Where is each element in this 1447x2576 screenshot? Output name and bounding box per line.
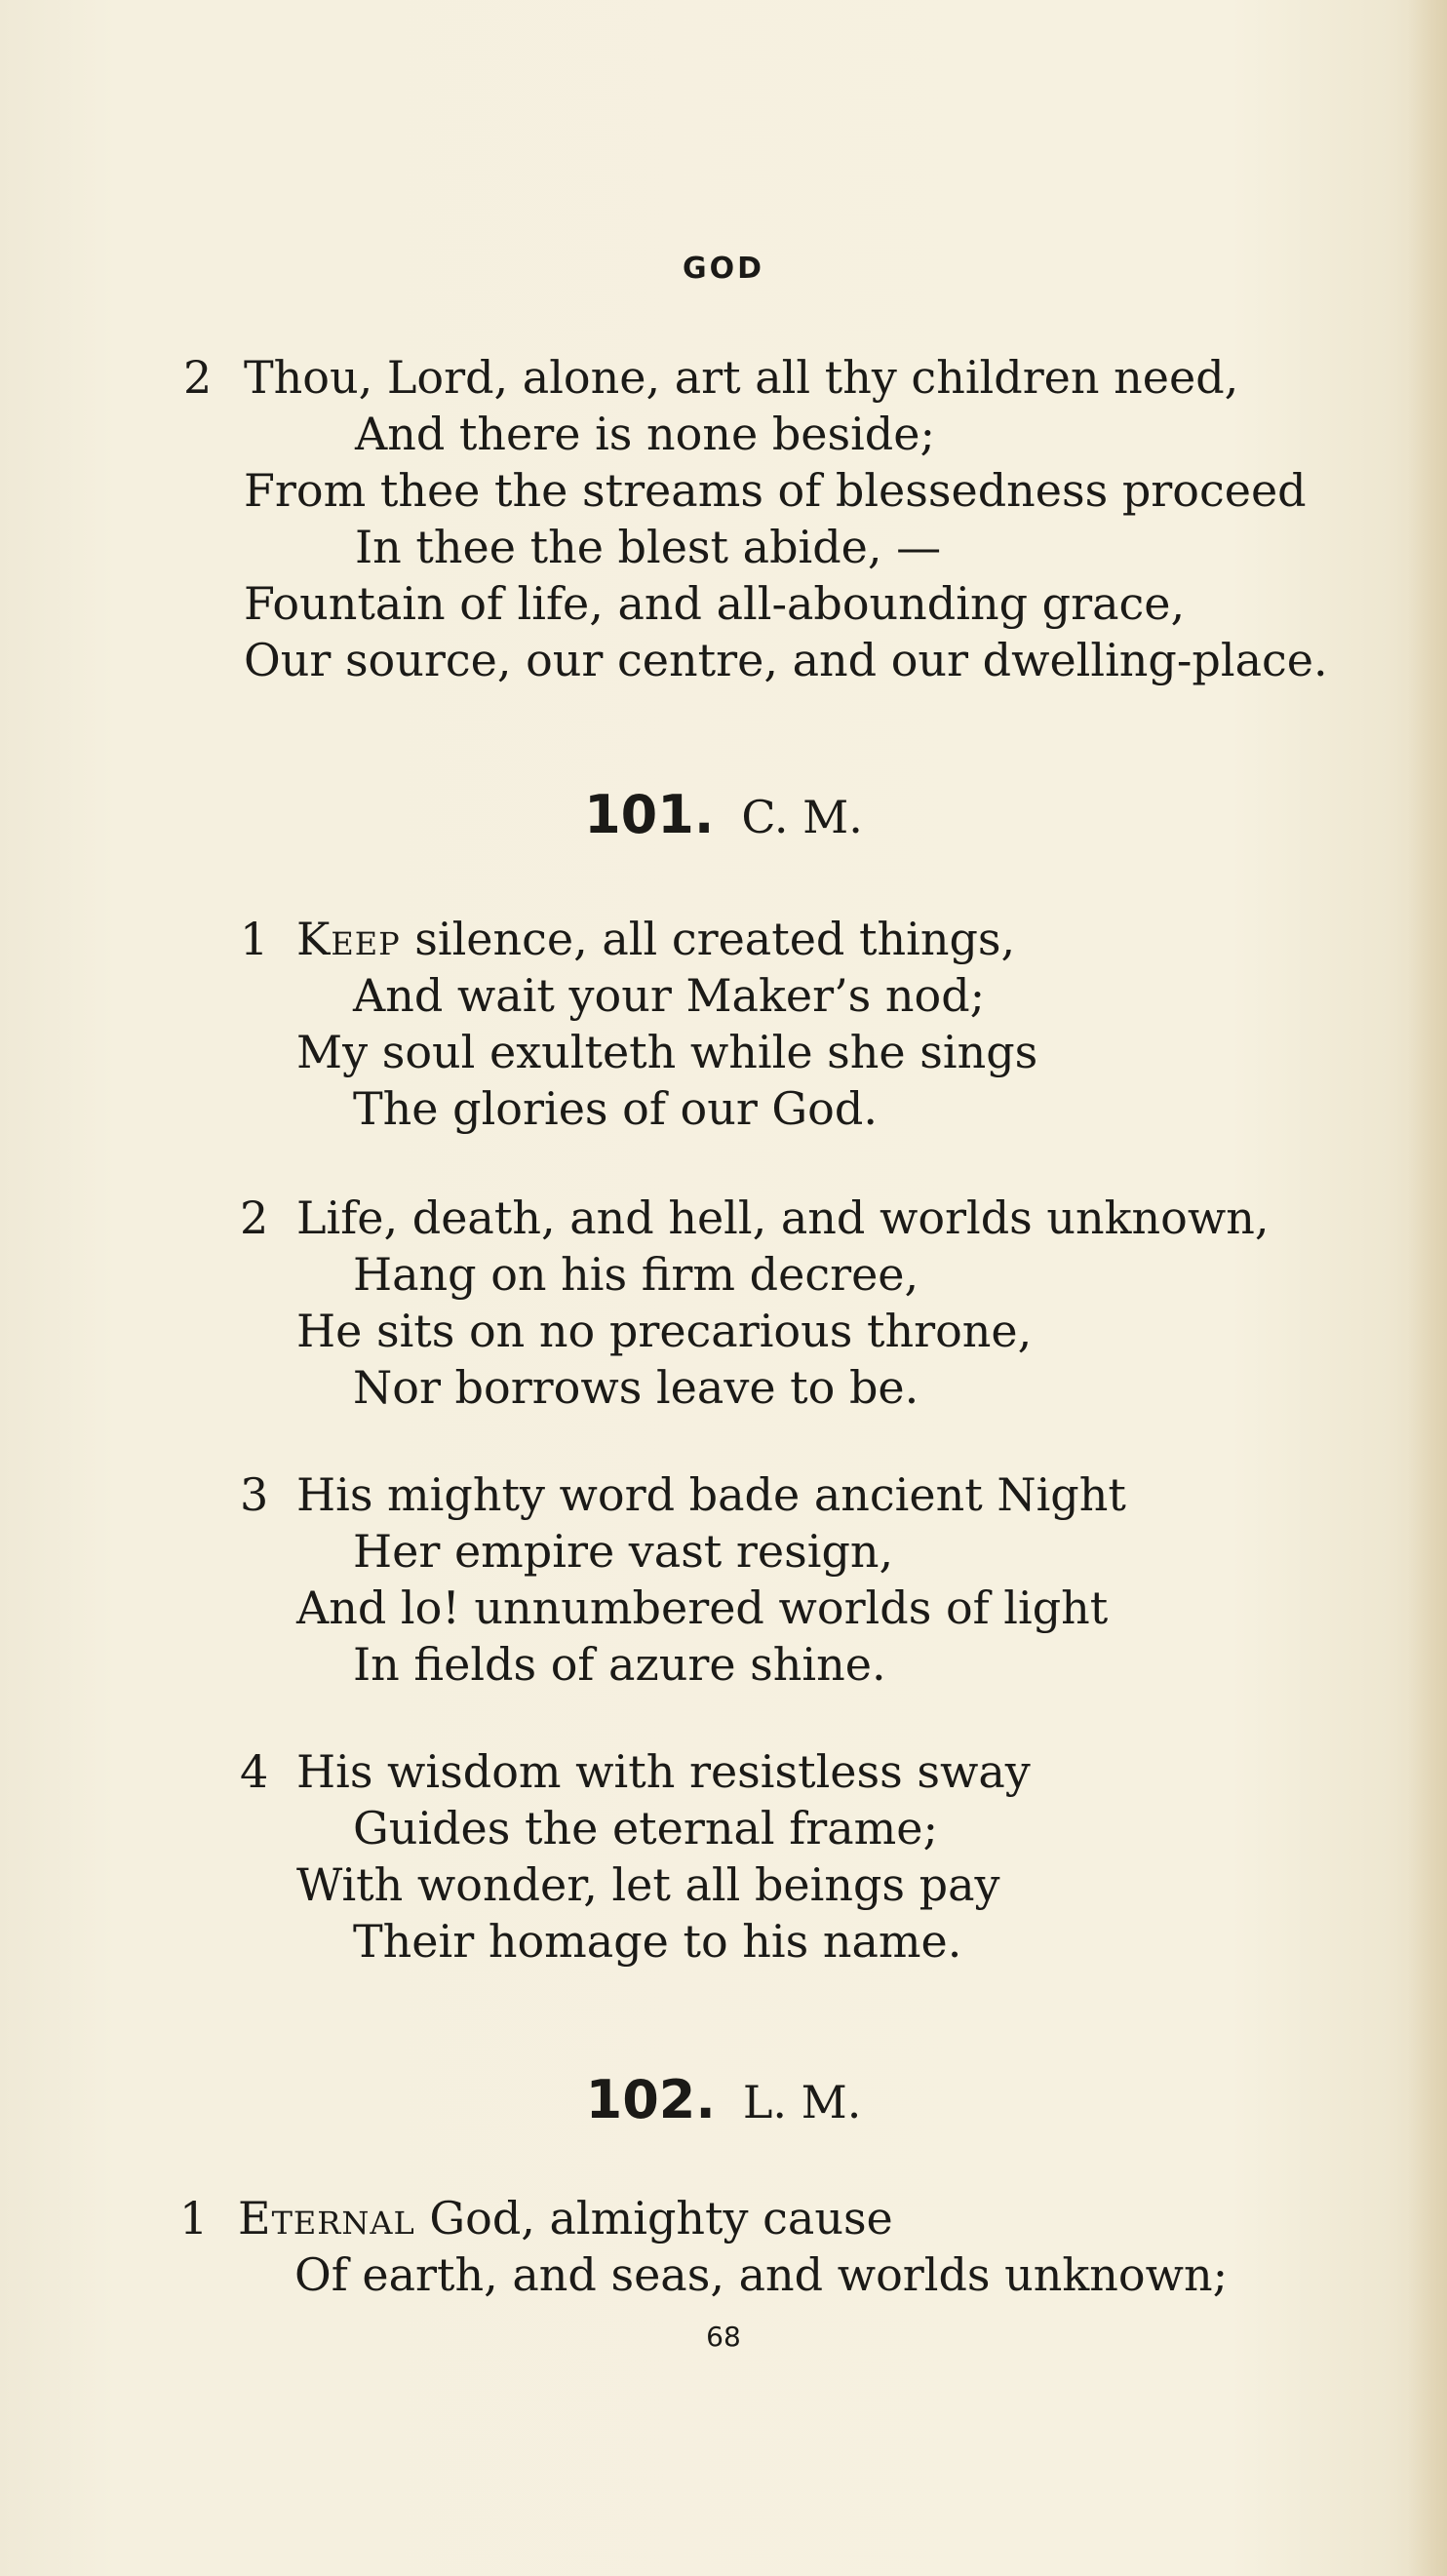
stanza-number: 4 (240, 1745, 269, 1798)
verse-line: Of earth, and seas, and worlds unknown; (294, 2248, 1229, 2301)
verse-line: From thee the streams of blessedness proceed (244, 464, 1307, 517)
stanza-number: 2 (240, 1191, 269, 1244)
stanza-number: 1 (240, 913, 269, 965)
verse-line: Our source, our centre, and our dwelling-place. (244, 634, 1328, 686)
verse-line: His mighty word bade ancient Night (296, 1468, 1126, 1521)
stanza-number: 2 (183, 351, 213, 404)
verse-line: Life, death, and hell, and worlds unknown, (296, 1191, 1270, 1244)
stanza-number: 3 (240, 1468, 269, 1521)
verse-line: The glories of our God. (353, 1082, 878, 1135)
hymn-heading (0, 2069, 1447, 2130)
verse-line: My soul exulteth while she sings (296, 1026, 1038, 1078)
verse-line: In fields of azure shine. (353, 1638, 886, 1691)
verse-line: In thee the blest abide, — (355, 521, 942, 573)
verse-line: He sits on no precarious throne, (296, 1305, 1033, 1357)
verse-line: Her empire vast resign, (353, 1525, 894, 1578)
verse-line-rest: God, almighty cause (414, 2192, 893, 2244)
verse-line: Nor borrows leave to be. (353, 1361, 919, 1414)
first-word-small-caps: Keep (296, 913, 401, 965)
verse-line: His wisdom with resistless sway (296, 1745, 1031, 1798)
verse-line: With wonder, let all beings pay (296, 1858, 1000, 1911)
hymn-heading (0, 784, 1447, 845)
hymn-number: 102. (585, 2069, 716, 2130)
verse-line (238, 2192, 893, 2244)
verse-line-rest: silence, all created things, (400, 913, 1016, 965)
stanza-number: 1 (179, 2192, 209, 2244)
verse-line: Hang on his firm decree, (353, 1248, 919, 1301)
verse-line: And lo! unnumbered worlds of light (296, 1581, 1109, 1634)
page-edge-shadow (1408, 0, 1447, 2576)
verse-line (296, 913, 1016, 965)
first-word-small-caps: Eternal (238, 2192, 415, 2244)
verse-line: Their homage to his name. (353, 1915, 962, 1968)
hymn-meter: C. M. (741, 791, 863, 843)
hymn-number: 101. (584, 784, 715, 845)
verse-line: Fountain of life, and all-abounding grace, (244, 577, 1186, 630)
verse-line: And there is none beside; (355, 408, 935, 460)
verse-line: Guides the eternal frame; (353, 1802, 939, 1854)
verse-line: Thou, Lord, alone, art all thy children need, (244, 351, 1239, 404)
page-number: 68 (706, 2321, 741, 2353)
verse-line: And wait your Maker’s nod; (353, 969, 986, 1022)
hymn-meter: L. M. (742, 2076, 862, 2128)
running-head: GOD (682, 252, 765, 286)
